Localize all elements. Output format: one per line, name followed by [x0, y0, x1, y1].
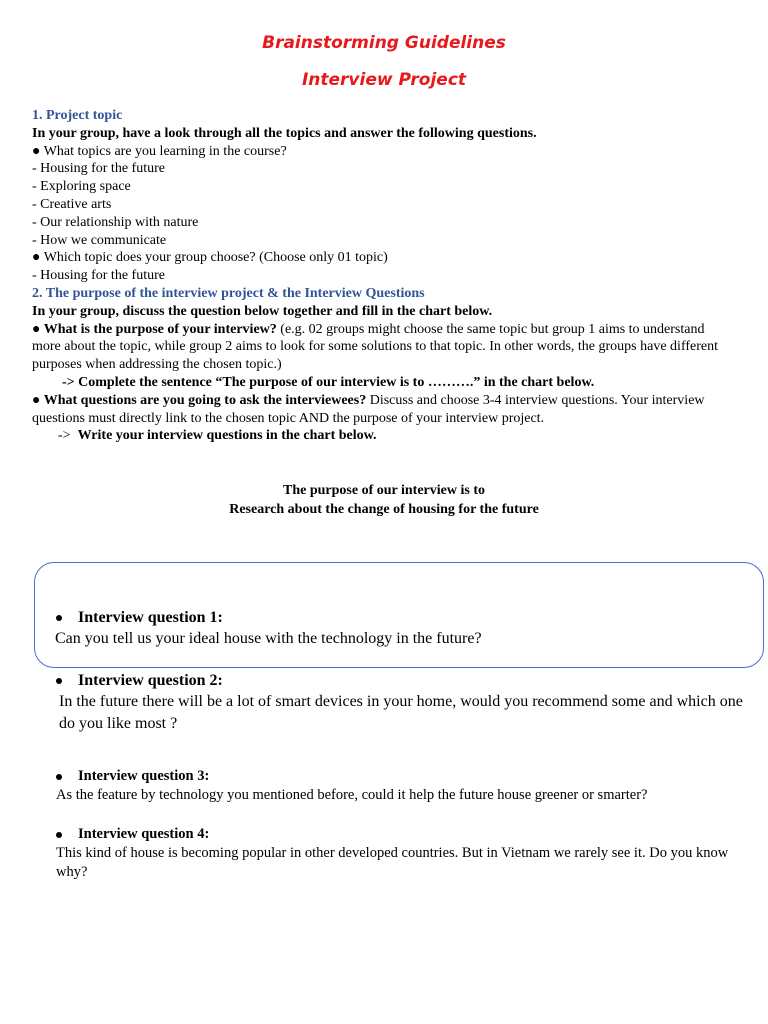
document-title: Brainstorming Guidelines [262, 33, 506, 53]
bullet-dot-icon [56, 615, 62, 621]
arrow-glyph: -> [58, 428, 71, 444]
purpose-bullet: ● What is the purpose of your interview? [32, 321, 277, 337]
questions-paragraph [32, 392, 722, 428]
questions-action: Write your interview questions in the chart below. [77, 428, 377, 444]
document-subtitle: Interview Project [301, 70, 467, 90]
purpose-note: (e.g. 02 groups might choose the same topic but group 1 aims to understand more about the topic, while group 2 aims to look for some solutions to that topic. In other words, the groups have different purposes when addressing the chosen topic.) [32, 321, 718, 373]
guidelines-body [32, 107, 722, 445]
interview-question-2 [56, 670, 746, 734]
bullet-dot-icon [56, 678, 62, 684]
question-label: Interview question 2: [56, 670, 746, 691]
purpose-chart [0, 482, 768, 519]
purpose-line1: The purpose of our interview is to [283, 483, 485, 498]
topic-item: - Creative arts [32, 196, 112, 212]
bullet-dot-icon [56, 774, 62, 780]
section2-instruction: In your group, discuss the question below together and fill in the chart below. [32, 303, 493, 319]
section1-heading: 1. Project topic [32, 108, 123, 123]
interview-question-4 [56, 825, 756, 882]
question-label: Interview question 3: [56, 767, 756, 786]
question-text: As the feature by technology you mentioned before, could it help the future house greener or smarter? [56, 787, 648, 803]
topic-item: - Our relationship with nature [32, 214, 199, 230]
section1-bullet-topics: ● What topics are you learning in the course? [32, 143, 287, 159]
bullet-dot-icon [56, 832, 62, 838]
question-text: In the future there will be a lot of smart devices in your home, would you recommend some and which one do you like most ? [59, 693, 743, 732]
question-text: This kind of house is becoming popular in other developed countries. But in Vietnam we rarely see it. Do you know why? [56, 845, 729, 880]
interview-question-3 [56, 767, 756, 805]
question-label: Interview question 1: [56, 607, 482, 628]
question-label: Interview question 4: [56, 825, 756, 844]
question-text: Can you tell us your ideal house with the technology in the future? [55, 630, 482, 647]
purpose-action: -> Complete the sentence “The purpose of our interview is to ……….” in the chart below. [62, 374, 595, 390]
topic-item: - Housing for the future [32, 161, 165, 177]
topic-item: - How we communicate [32, 232, 167, 248]
section2-heading: 2. The purpose of the interview project & the Interview Questions [32, 285, 425, 301]
interview-question-1 [56, 607, 482, 649]
chosen-topic: - Housing for the future [32, 268, 165, 284]
questions-bullet: ● What questions are you going to ask the interviewees? [32, 392, 367, 408]
questions-action-line [32, 427, 722, 445]
topic-item: - Exploring space [32, 179, 131, 195]
section1-bullet-choice: ● Which topic does your group choose? (Choose only 01 topic) [32, 250, 388, 266]
purpose-line2: Research about the change of housing for the future [229, 501, 539, 517]
questions-note: Discuss and choose 3-4 interview questions. Your interview questions must directly link to the chosen topic AND the purpose of your interview project. [32, 392, 705, 426]
purpose-paragraph [32, 321, 722, 374]
section1-instruction: In your group, have a look through all the topics and answer the following questions. [32, 125, 537, 141]
